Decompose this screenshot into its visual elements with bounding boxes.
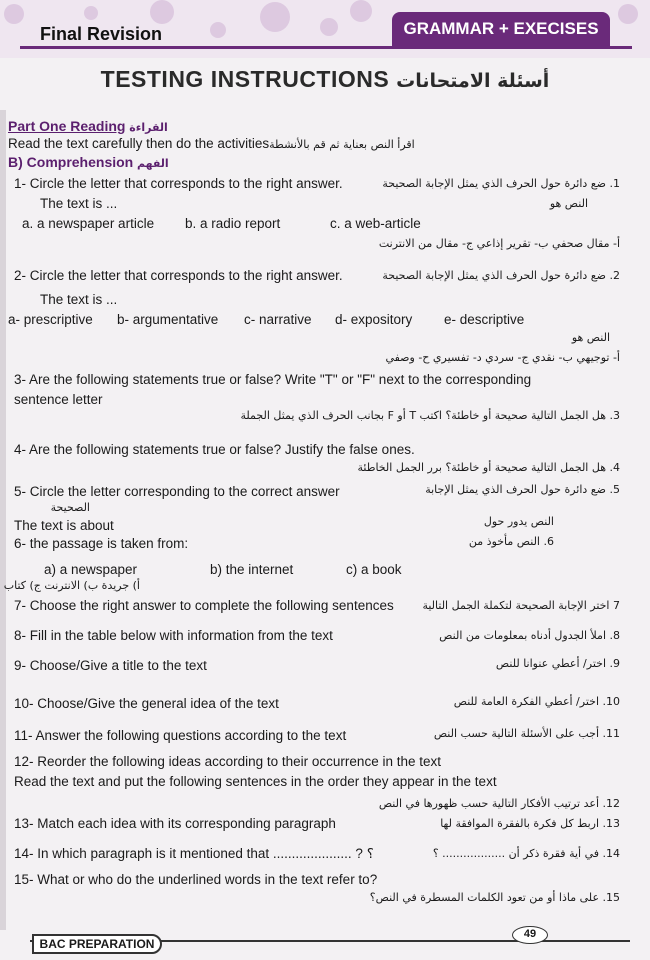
q8-text-ar: 8. املأ الجدول أدناه بمعلومات من النص xyxy=(439,629,620,642)
q6-option-b: b) the internet xyxy=(210,562,294,577)
q7-text-ar: 7 اختر الإجابة الصحيحة لتكملة الجمل التالية xyxy=(422,599,620,612)
part-one-label: Part One Reading xyxy=(8,118,126,134)
q4-text: 4- Are the following statements true or false? Justify the false ones. xyxy=(14,442,415,457)
page-title xyxy=(0,66,650,93)
q3-text-ar: 3. هل الجمل التالية صحيحة أو خاطئة؟ اكتب T أو F بجانب الحرف الذي يمثل الجملة xyxy=(240,409,620,422)
q9-text: 9- Choose/Give a title to the text xyxy=(14,658,207,673)
decorative-bubble xyxy=(4,4,24,24)
q2-option-c: c- narrative xyxy=(244,312,312,327)
decorative-bubble xyxy=(260,2,290,32)
q13-text: 13- Match each idea with its corresponding paragraph xyxy=(14,816,336,831)
q15-text: 15- What or who do the underlined words in the text refer to? xyxy=(14,872,378,887)
q2-stem-ar: النص هو xyxy=(571,331,610,344)
q6-option-c: c) a book xyxy=(346,562,402,577)
page-edge-shadow xyxy=(0,110,6,930)
page-title-en: TESTING INSTRUCTIONS xyxy=(100,66,390,92)
q10-text: 10- Choose/Give the general idea of the text xyxy=(14,696,279,711)
q5-stem: The text is about xyxy=(14,518,114,533)
q15-text-ar: 15. على ماذا أو من تعود الكلمات المسطرة في النص؟ xyxy=(369,891,620,904)
q2-option-d: d- expository xyxy=(335,312,413,327)
decorative-bubble xyxy=(84,6,98,20)
part-one-label-ar: القراءة xyxy=(129,121,168,134)
q2-option-e: e- descriptive xyxy=(444,312,525,327)
q1-option-a: a. a newspaper article xyxy=(22,216,155,231)
q12-text: 12- Reorder the following ideas according to their occurrence in the text xyxy=(14,754,441,769)
q1-stem: The text is ... xyxy=(40,196,118,211)
page-title-ar: أسئلة الامتحانات xyxy=(396,70,550,92)
q1-option-c: c. a web-article xyxy=(330,216,421,231)
part-one-heading xyxy=(8,118,168,136)
q3-text: 3- Are the following statements true or false? Write "T" or "F" next to the corresponding xyxy=(14,372,532,387)
q1-options-ar: أ- مقال صحفي ب- تقرير إذاعي ج- مقال من الانترنت xyxy=(378,237,620,250)
q6-text-ar: 6. النص مأخوذ من xyxy=(468,535,554,548)
q12-text-cont: Read the text and put the following sentences in the order they appear in the text xyxy=(14,774,497,789)
q12-text-ar: 12. أعد ترتيب الأفكار التالية حسب ظهورها في النص xyxy=(378,797,620,810)
q6-text: 6- the passage is taken from: xyxy=(14,536,189,551)
part-one-instruction-en: Read the text carefully then do the activities xyxy=(8,136,270,151)
q2-options-ar: أ- توجيهي ب- نقدي ج- سردي د- تفسيري ح- وصفي xyxy=(385,351,620,364)
q3-text-cont: sentence letter xyxy=(14,392,103,407)
q11-text: 11- Answer the following questions according to the text xyxy=(14,728,347,743)
q2-text: 2- Circle the letter that corresponds to the right answer. xyxy=(14,268,343,283)
q7-text: 7- Choose the right answer to complete the following sentences xyxy=(14,598,394,613)
q11-text-ar: 11. أجب على الأسئلة التالية حسب النص xyxy=(433,727,620,740)
q5-stem-ar: النص يدور حول xyxy=(483,515,554,528)
comprehension-label-ar: الفهم xyxy=(137,157,169,170)
q2-text-ar: 2. ضع دائرة حول الحرف الذي يمثل الإجابة الصحيحة xyxy=(382,269,620,282)
q2-option-b: b- argumentative xyxy=(117,312,219,327)
decorative-bubble xyxy=(320,18,338,36)
decorative-bubble xyxy=(210,22,226,38)
q13-text-ar: 13. اربط كل فكرة بالفقرة الموافقة لها xyxy=(440,817,620,830)
q1-option-b: b. a radio report xyxy=(185,216,281,231)
q1-text: 1- Circle the letter that corresponds to the right answer. xyxy=(14,176,343,191)
comprehension-label: B) Comprehension xyxy=(8,154,134,170)
q4-text-ar: 4. هل الجمل التالية صحيحة أو خاطئة؟ برر الجمل الخاطئة xyxy=(357,461,620,474)
part-one-instruction xyxy=(8,136,415,153)
decorative-bubble xyxy=(618,4,638,24)
q2-stem: The text is ... xyxy=(40,292,118,307)
decorative-bubble xyxy=(350,0,372,22)
q5-text-ar-cont: الصحيحة xyxy=(50,501,90,514)
header-right-title: GRAMMAR + EXECISES xyxy=(392,12,610,46)
q1-text-ar: 1. ضع دائرة حول الحرف الذي يمثل الإجابة الصحيحة xyxy=(382,177,620,190)
q14-text: 14- In which paragraph is it mentioned that ..................... ? ؟ xyxy=(14,846,374,861)
q14-text-ar: 14. في أية فقرة ذكر أن .................. ؟ xyxy=(432,847,620,860)
footer-label: BAC PREPARATION xyxy=(32,934,162,954)
q9-text-ar: 9. اختر/ أعطي عنوانا للنص xyxy=(495,657,620,670)
q10-text-ar: 10. اختر/ أعطي الفكرة العامة للنص xyxy=(453,695,620,708)
q6-option-a: a) a newspaper xyxy=(44,562,138,577)
q6-options-ar: أ) جريدة ب) الانترنت ج) كتاب xyxy=(3,579,140,592)
q8-text: 8- Fill in the table below with information from the text xyxy=(14,628,333,643)
q1-stem-ar: النص هو xyxy=(549,197,588,210)
header-left-title: Final Revision xyxy=(40,24,163,44)
q5-text-ar: 5. ضع دائرة حول الحرف الذي يمثل الإجابة xyxy=(425,483,620,496)
part-one-instruction-ar: اقرأ النص بعناية ثم قم بالأنشطة xyxy=(269,138,415,151)
q5-text: 5- Circle the letter corresponding to the correct answer xyxy=(14,484,340,499)
comprehension-heading xyxy=(8,154,169,172)
q2-option-a: a- prescriptive xyxy=(8,312,93,327)
page-number: 49 xyxy=(512,926,548,944)
header-divider xyxy=(20,46,632,49)
decorative-bubble xyxy=(150,0,174,24)
